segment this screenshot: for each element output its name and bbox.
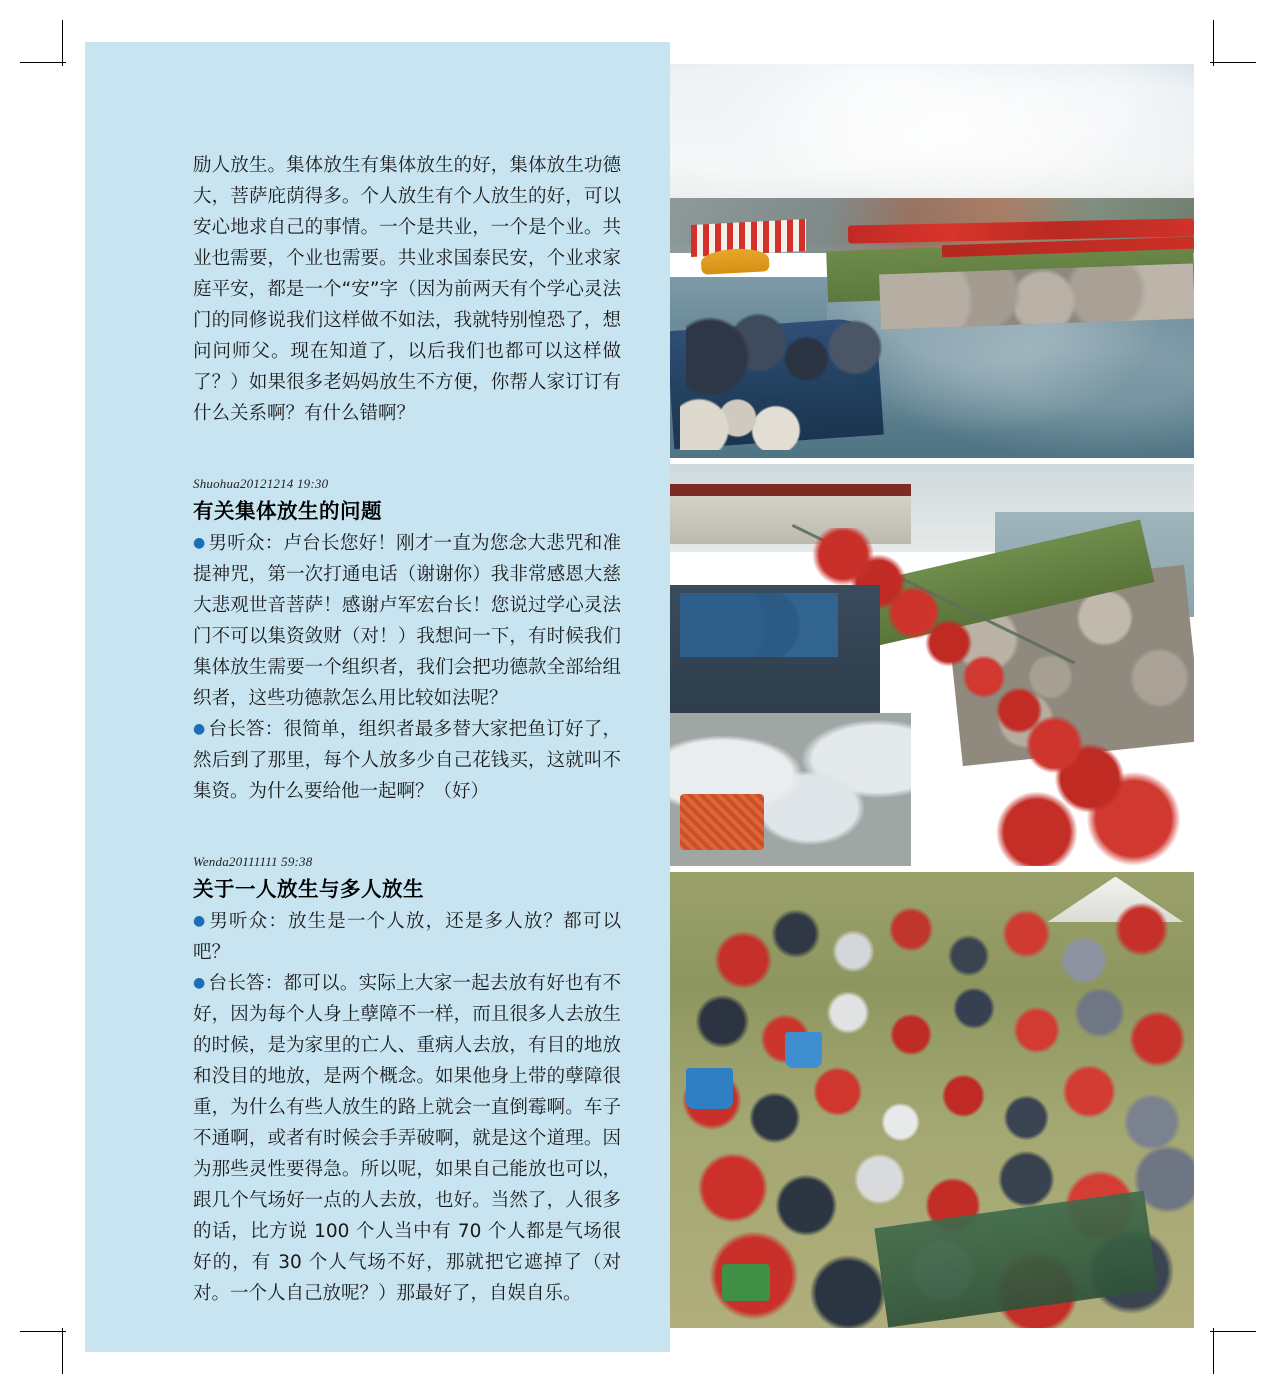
crop-mark-bottom-right-h xyxy=(1210,1331,1256,1332)
intro-paragraph: 励人放生。集体放生有集体放生的好，集体放生功德大，菩萨庇荫得多。个人放生有个人放生的好，可以安心地求自己的事情。一个是共业，一个是个业。共业也需要，个业也需要。共业求国泰民安，个业求家庭平安，都是一个“安”字（因为前两天有个学心灵法门的同修说我们这样做不如法，我就特别惶恐了，想问问师父。现在知道了，以后我们也都可以这样做了？）如果很多老妈妈放生不方便，你帮人家订订有什么关系啊？有什么错啊？ xyxy=(193,155,621,424)
section-wenda xyxy=(193,854,621,1309)
qa-item xyxy=(193,714,621,807)
qa-item xyxy=(193,528,621,714)
building-roof xyxy=(670,484,911,496)
crop-mark-bottom-left-v xyxy=(62,1328,63,1374)
bullet-icon: ● xyxy=(193,721,206,737)
blue-drums xyxy=(680,593,837,657)
bullet-icon: ● xyxy=(193,535,206,551)
buckets xyxy=(680,379,816,450)
qa-item xyxy=(193,968,621,1309)
crop-mark-top-right-v xyxy=(1213,20,1214,66)
qa-text: 男听众：放生是一个人放，还是多人放？都可以吧？ xyxy=(193,911,621,963)
field-gathering-photo xyxy=(670,872,1194,1328)
crop-mark-top-left-h xyxy=(20,62,66,63)
section-heading: 有关集体放生的问题 xyxy=(193,499,382,523)
section-source: Shuohua20121214 19:30 xyxy=(193,476,329,491)
crop-mark-bottom-left-h xyxy=(20,1331,66,1332)
seaside-release-crowd-photo xyxy=(670,64,1194,458)
seawall-queue-photo xyxy=(670,464,1194,866)
section-shuohua xyxy=(193,476,621,807)
section-source: Wenda20111111 59:38 xyxy=(193,854,313,869)
blue-bucket-2 xyxy=(785,1032,822,1068)
crop-mark-top-right-h xyxy=(1210,62,1256,63)
photo-stack xyxy=(670,64,1194,1328)
orange-basket xyxy=(680,794,764,850)
qa-text: 男听众：卢台长您好！刚才一直为您念大悲咒和准提神咒，第一次打通电话（谢谢你）我非常感恩大慈大悲观世音菩萨！感谢卢军宏台长！您说过学心灵法门不可以集资敛财（对！）我想问一下，有时候我们集体放生需要一个组织者，我们会把功德款全部给组织者，这些功德款怎么用比较如法呢？ xyxy=(193,533,621,709)
crop-mark-bottom-right-v xyxy=(1213,1328,1214,1374)
section-heading: 关于一人放生与多人放生 xyxy=(193,877,424,901)
green-bag xyxy=(722,1264,769,1300)
crop-mark-top-left-v xyxy=(62,20,63,66)
bullet-icon: ● xyxy=(193,975,206,991)
bullet-icon: ● xyxy=(193,913,207,929)
blue-bucket xyxy=(686,1068,733,1109)
qa-text: 台长答：很简单，组织者最多替大家把鱼订好了，然后到了那里，每个人放多少自己花钱买，这就叫不集资。为什么要给他一起啊？（好） xyxy=(193,719,621,802)
qa-text: 台长答：都可以。实际上大家一起去放有好也有不好，因为每个人身上孽障不一样，而且很多人去放生的时候，是为家里的亡人、重病人去放，有目的地放和没目的地放，是两个概念。如果他身上带的孽障很重，为什么有些人放生的路上就会一直倒霉啊。车子不通啊，或者有时候会手弄破啊，就是这个道理。因为那些灵性要得急。所以呢，如果自己能放也可以，跟几个气场好一点的人去放，也好。当然了，人很多的话，比方说 100 个人当中有 70 个人都是气场很好的，有 30 个人气场不好，那就把它遮掉了（对对。一个人自己放呢？）那最好了，自娱自乐。 xyxy=(193,973,621,1304)
qa-item xyxy=(193,906,621,968)
text-column xyxy=(193,150,621,1309)
